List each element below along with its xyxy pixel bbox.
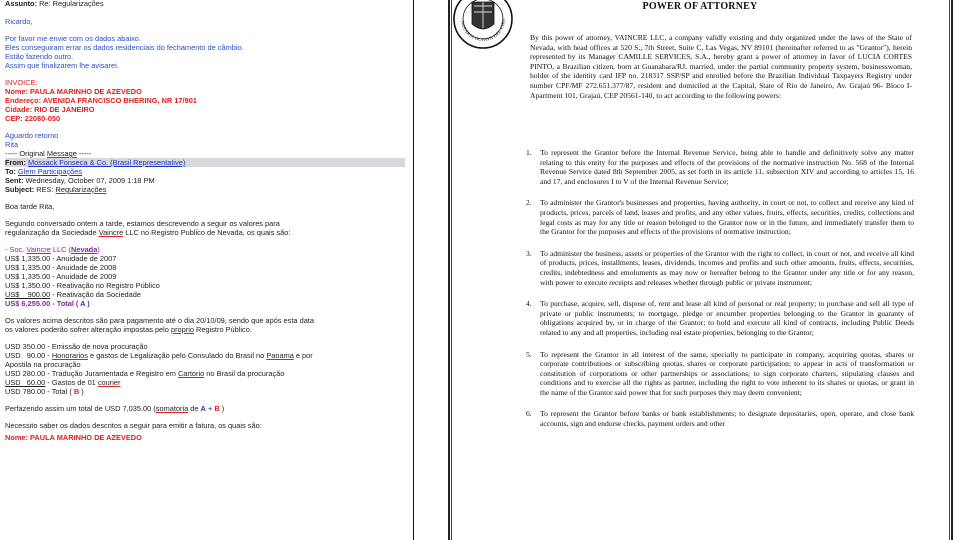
fees-block-a	[5, 245, 405, 308]
from-link[interactable]: Mossack Fonseca & Co. (Brasil Representative)	[28, 158, 186, 167]
list-item: 1. To represent the Grantor before the Internal Revenue Service, being able to handle and definitively solve any matter relating to this entity for the purposes and effects of the provisions of the normative instruction No. 568 of the Internal Revenue Service dated 8th September 2005, as set forth in its article 11, subsection XIV and according to articles 15, 16 and 17, and enclosures I to V of the Internal Revenue Service;	[526, 148, 914, 186]
fee-line: US$ 1,335.00 - Anuidade de 2009	[5, 272, 117, 281]
subject-orig-line: Subject: RES: Regularizações	[5, 185, 107, 194]
salutation: Boa tarde Rita,	[5, 202, 55, 211]
to-link[interactable]: Glem Participações	[18, 167, 83, 176]
invoice-block	[5, 78, 405, 123]
grand-total: Perfazendo assim um total de USD 7,035.00 (somatoria de A + B )	[5, 404, 225, 413]
reply-line: Estão fazendo outro.	[5, 52, 74, 61]
cut-off-line: Nome: PAULA MARINHO DE AZEVEDO	[5, 433, 142, 442]
invoice-cep: CEP: 22080-050	[5, 114, 61, 123]
email-panel	[0, 0, 414, 540]
original-message-header: ----- Original Message ----- From: Mossack Fonseca & Co. (Brasil Representative) To: Glem Participações Sent: Wednesday, October 07, 2009 1:18 PM Subject: RES: Regularizações	[5, 149, 405, 194]
greeting: Ricardo,	[5, 17, 33, 26]
powers-list	[526, 148, 914, 441]
total-a: US$ 6,255.00 - Total ( A )	[5, 299, 90, 308]
reply-line: Por favor me envie com os dados abaixo.	[5, 34, 141, 43]
invoice-name: Nome: PAULA MARINHO DE AZEVEDO	[5, 87, 142, 96]
to-line: To: Glem Participações	[5, 167, 83, 176]
invoice-city: Cidade: RIO DE JANEIRO	[5, 105, 95, 114]
list-item: 2. To administer the Grantor's businesses and properties, having authority, in court or not, to collect and receive any kind of products, prices, parcels of land, leases and profits, and any other values, fruits, effects, securities, credits, collections and legal costs as may for any title or reason belonged to the Grantor now or in the future, and immediately transfer them to the Grantor for the purposes and effects of the provisions of normative instruction;	[526, 198, 914, 237]
reply-line: Eles conseguiram errar os dados residenciais do fechamento de câmbio.	[5, 43, 244, 52]
fee-line: US$ 900.00 - Reativação da Sociedade	[5, 290, 142, 299]
sent-line: Sent: Wednesday, October 07, 2009 1:18 PM	[5, 176, 155, 185]
fee-line: US$ 1,335.00 - Anuidade de 2007	[5, 254, 117, 263]
separator	[414, 0, 440, 540]
seal-text: NOTARIA OCTAVA DEL CIRC	[460, 18, 507, 43]
reply-line: Assim que finalizarem lhe avisarei.	[5, 61, 119, 70]
invoice-address: Endereço: AVENIDA FRANCISCO BHERING, NR 17/901	[5, 96, 197, 105]
fee-line: US$ 1,335.00 - Anuidade de 2008	[5, 263, 117, 272]
list-item: 3. To administer the business, assets or properties of the Grantor with the right to collect, in court or not, and receive all kind of products, prices, installments, leases, dividends, incomes and profits and such other amounts, fruits, effects, securities, credits, indebtedness and emoluments as may now or hereafter belong to the Grantor under any title or for any reason, with power to execute receipts and releases whether through public or private instrument;	[526, 248, 914, 287]
from-line: From: Mossack Fonseca & Co. (Brasil Representative)	[5, 158, 405, 167]
fee-line: US$ 1,350.00 - Reativação no Registro Público	[5, 281, 160, 290]
final-request: Necessito saber os dados descritos a seguir para emitir a fatura, os quais são:	[5, 421, 262, 430]
paragraph-deadline: Os valores acima descritos são para pagamento até o dia 20/10/09, sendo que após esta data os valores poderão sofrer alteração impostas pelo proprio Registro Público.	[5, 316, 314, 334]
list-item: 4. To purchase, acquire, sell, dispose of, rent and lease all kind of personal or real property; to purchase and sell all type of private or public instruments; to mortgage, pledge or encumber properties belonging to the Grantor in guaranty of obligations acquired by, or in charge of the Grantor; to hold and execute all kind of contracts, including Public Deeds related to any and all properties, including real estate properties, belonging to the Grantor;	[526, 299, 914, 337]
invoice-heading: INVOICE:	[5, 78, 38, 87]
paragraph-intro: Segundo conversado ontem a tarde, estamos descrevendo a seguir os valores para regularização da Sociedade Vaincre LLC no Registro Publico de Nevada, os quais são:	[5, 219, 291, 237]
reply-body	[5, 34, 405, 70]
document-title: POWER OF ATTORNEY	[642, 1, 758, 12]
total-b: USD 780.00 - Total ( B )	[5, 387, 84, 396]
fees-block-b: USD 350.00 - Emissão de nova procuração USD 90.00 - Honorarios e gastos de Legalização pelo Consulado do Brasil no Panama e por Apostila na procuração USD 280.00 - Tradução Juramentada e Registro em Cartorio no Brasil da procuração USD 60.00 - Gastos de 01 courier USD 780.00 - Total ( B )	[5, 342, 405, 396]
closing: Aguardo retorno Rita	[5, 131, 59, 149]
power-of-attorney-document	[440, 0, 960, 540]
list-item: 6. To represent the Grantor before banks or bank establishments; to designate depositaries, open, operate, and close bank accounts, sign and endorse checks, payment orders and other	[526, 409, 914, 429]
document-intro: By this power of attorney, VAINCRE LLC, a company validly existing and duly organized under the laws of the State of Nevada, with head offices at 520 S., 7th Street, Suite C, Las Vegas, NV 89101 (hereinafter referred to as "Grantor"), herein represented by its Manager CAMILLE SERVICES, S.A., hereby grant a power of attorney in favor of LUCIA CORTES PINTO, a Brazilian citizen, born at Guanabara/RJ, married, under the partial community property system, businesswoman, holder of the identity card IFP no. 218317 SSP/SP and enrolled before the Brazilian Individual Taxpayers Registry under number CPF/MF 272.651.377/87, resident and domiciled at the Capital, State of Rio de Janeiro, Av. Grajaú 96- Bloco I- Apartment 101, Grajaú, CEP 20561-140, to act according to the following powers:	[530, 33, 912, 100]
company-line: - Soc. Vaincre LLC (Nevada)	[5, 245, 100, 254]
subject-line: Assunto: Re: Regularizações	[5, 0, 104, 8]
list-item: 5. To represent the Grantor in all interest of the same, specially to participate in company, acquiring quotas, shares or corporate contributions or subscribing quotas, shares or corporate participation; to appear in acts of transformation or constitution of corporations or other partnerships or associations; to sign corporate charters, stipulating clauses and conditions and to exercise all the rights as partner, including the right to vote inherent to its shares or quotas, or grant in the name of the Grantor said power that for such purposes they may deem convenient;	[526, 349, 914, 397]
